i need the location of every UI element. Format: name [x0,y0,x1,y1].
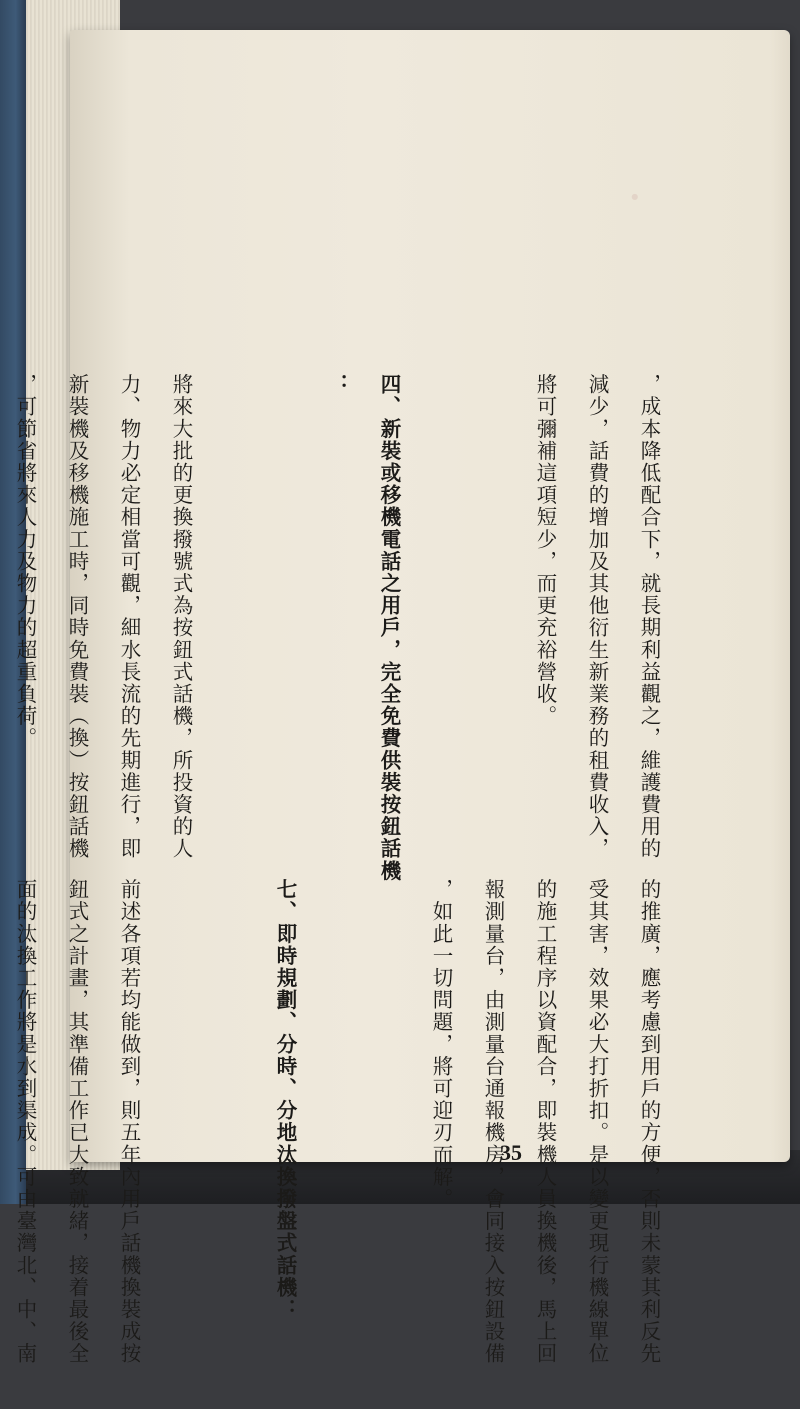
text-line: 將來大批的更換撥號式為按鈕式話機，所投資的人 [169,373,193,860]
upper-text-block [0,220,740,882]
para-section-4 [0,220,220,860]
text-line: 鈕式之計畫，其準備工作已大致就緒，接着最後全 [65,878,89,1365]
para-section-7 [0,725,168,1365]
text-line: 的施工程序以資配合，即裝機人員換機後，馬上回 [533,878,557,1365]
para-cost-summary [506,220,688,860]
heading-line: ： [325,373,349,396]
text-line: 面的汰換工作將是水到渠成。可由臺灣北、中、南 [13,878,37,1365]
bleed-through-mark: ． [590,190,644,242]
text-line: ，成本降低配合下，就長期利益觀之，維護費用的 [637,373,661,860]
book-page [13,30,790,1365]
text-line: 將可彌補這項短少，而更充裕營收。 [533,373,557,728]
section-heading-7 [246,725,324,1321]
heading-line: 四、新裝或移機電話之用戶，完全免費供裝按鈕話機 [377,373,401,882]
text-line: 受其害，效果必大打折扣。是以變更現行機線單位 [585,878,609,1365]
text-line: 力、物力必定相當可觀，細水長流的先期進行，即 [117,373,141,860]
text-line: 前述各項若均能做到，則五年內用戶話機換裝成按 [117,878,141,1365]
text-line: 的推廣，應考慮到用戶的方便，否則未蒙其利反先 [637,878,661,1365]
page-number: 35 [500,1140,522,1165]
text-line: 新裝機及移機施工時，同時免費裝（換）按鈕話機 [65,373,89,860]
text-line: 減少，話費的增加及其他衍生新業務的租費收入， [585,373,609,860]
text-line: 報測量台，由測量台通報機房，會同接入按鈕設備 [481,878,505,1365]
text-line: ，可節省將來人力及物力的超重負荷。 [13,373,37,750]
heading-line: 七、即時規劃、分時、分地汰換撥盤式話機： [273,878,297,1321]
section-heading-4 [298,220,428,882]
text-line: ，如此一切問題，將可迎刃而解。 [429,878,453,1211]
